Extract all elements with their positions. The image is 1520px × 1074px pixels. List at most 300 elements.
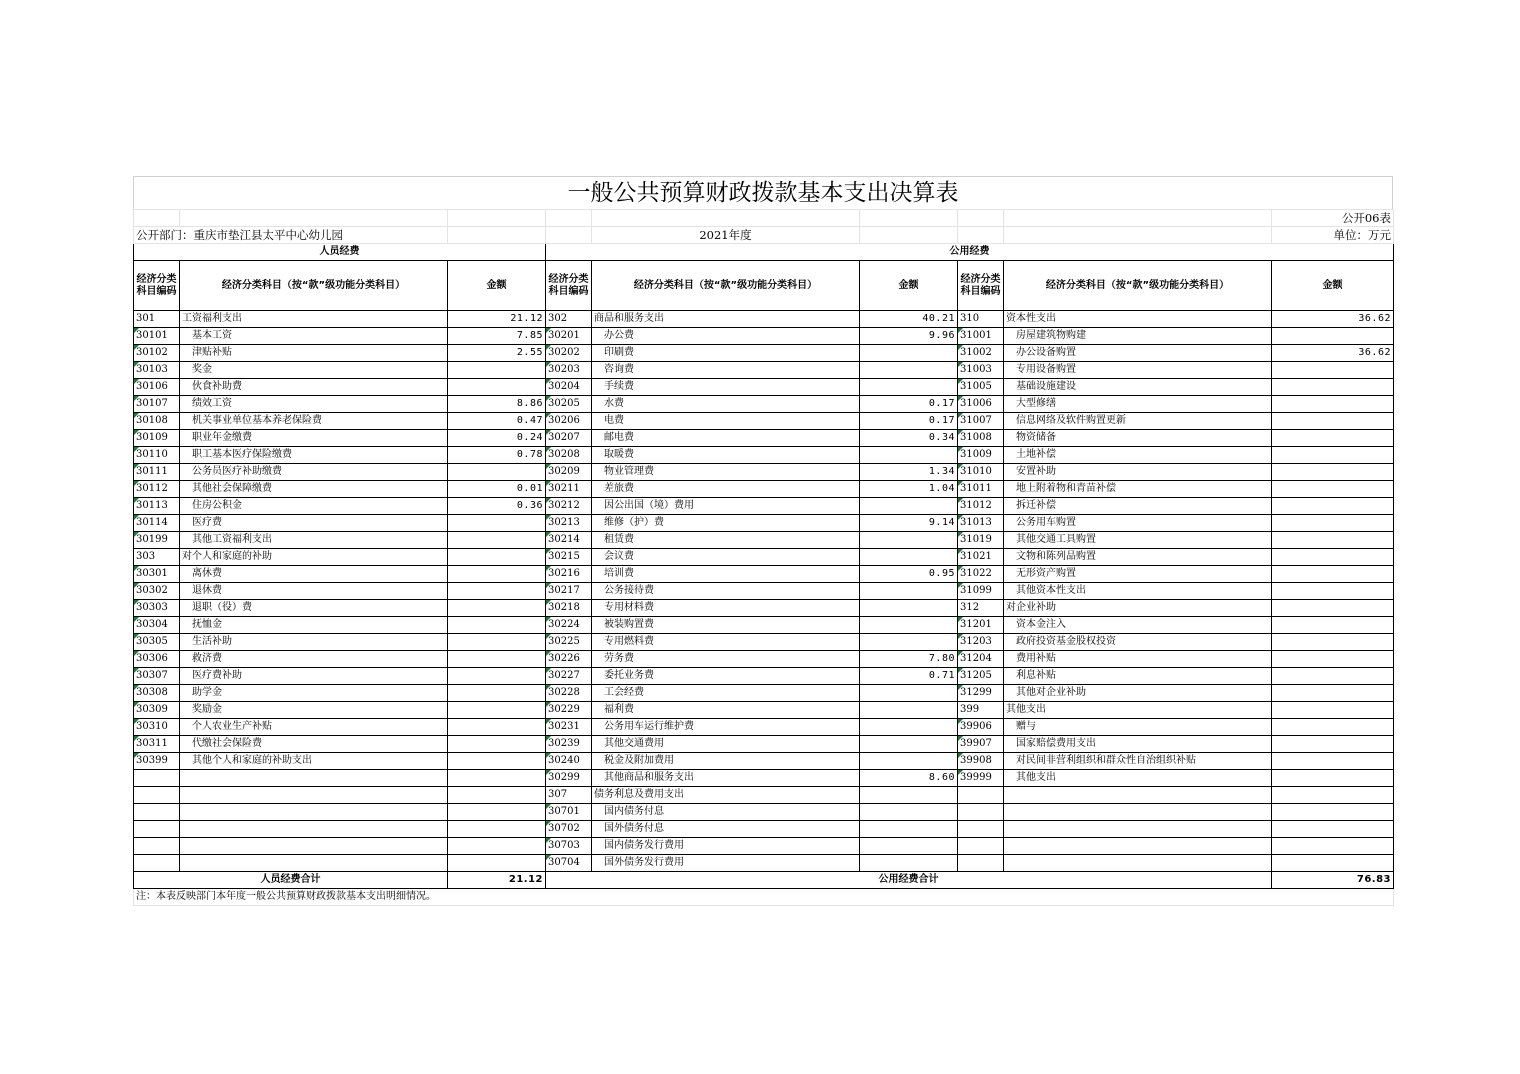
header-code: 经济分类科目编码 [958, 261, 1004, 311]
amount-cell [448, 464, 546, 481]
category-name-cell: 公务员医疗补助缴费 [180, 464, 448, 481]
category-name-cell: 退休费 [180, 583, 448, 600]
category-name-cell: 资本性支出 [1004, 311, 1272, 328]
amount-cell [1272, 753, 1394, 770]
category-name-cell: 专用燃料费 [592, 634, 860, 651]
category-name-cell [180, 821, 448, 838]
code-cell: 310 [958, 311, 1004, 328]
category-name-cell: 无形资产购置 [1004, 566, 1272, 583]
amount-cell [1272, 685, 1394, 702]
amount-cell: 0.24 [448, 430, 546, 447]
category-name-cell: 绩效工资 [180, 396, 448, 413]
category-name-cell: 印刷费 [592, 345, 860, 362]
category-name-cell [180, 855, 448, 872]
category-name-cell: 其他商品和服务支出 [592, 770, 860, 787]
header-name: 经济分类科目（按“款”级功能分类科目） [592, 261, 860, 311]
amount-cell [1272, 498, 1394, 515]
table-row [134, 362, 1394, 379]
amount-cell [1272, 600, 1394, 617]
amount-cell [1272, 430, 1394, 447]
code-cell: 30204 [546, 379, 592, 396]
code-cell: 30102 [134, 345, 180, 362]
amount-cell [860, 753, 958, 770]
unit-label: 单位：万元 [1272, 227, 1394, 244]
personnel-total-amount: 21.12 [448, 872, 546, 889]
code-cell: 31205 [958, 668, 1004, 685]
table-row [134, 804, 1394, 821]
code-cell: 30205 [546, 396, 592, 413]
header-code: 经济分类科目编码 [134, 261, 180, 311]
amount-cell [1272, 668, 1394, 685]
category-name-cell: 对民间非营利组织和群众性自治组织补贴 [1004, 753, 1272, 770]
category-name-cell: 差旅费 [592, 481, 860, 498]
category-name-cell: 大型修缮 [1004, 396, 1272, 413]
amount-cell [1272, 413, 1394, 430]
category-name-cell: 咨询费 [592, 362, 860, 379]
amount-cell: 1.34 [860, 464, 958, 481]
code-cell: 30224 [546, 617, 592, 634]
amount-cell [1272, 447, 1394, 464]
category-name-cell [1004, 838, 1272, 855]
code-cell: 30214 [546, 532, 592, 549]
category-name-cell: 机关事业单位基本养老保险费 [180, 413, 448, 430]
table-row [134, 719, 1394, 736]
table-row [134, 430, 1394, 447]
category-name-cell: 奖金 [180, 362, 448, 379]
code-cell: 30240 [546, 753, 592, 770]
amount-cell [448, 821, 546, 838]
amount-cell [860, 838, 958, 855]
category-name-cell: 办公费 [592, 328, 860, 345]
public-total-label: 公用经费合计 [546, 872, 1272, 889]
code-cell: 31008 [958, 430, 1004, 447]
category-name-cell: 基本工资 [180, 328, 448, 345]
amount-cell [448, 549, 546, 566]
code-cell: 30107 [134, 396, 180, 413]
amount-cell [860, 498, 958, 515]
category-name-cell: 离休费 [180, 566, 448, 583]
table-row [134, 481, 1394, 498]
code-cell: 30109 [134, 430, 180, 447]
category-name-cell: 安置补助 [1004, 464, 1272, 481]
table-row [134, 549, 1394, 566]
category-name-cell: 其他支出 [1004, 702, 1272, 719]
code-cell: 30218 [546, 600, 592, 617]
code-cell: 31203 [958, 634, 1004, 651]
table-row [134, 668, 1394, 685]
table-row [134, 583, 1394, 600]
amount-cell [1272, 396, 1394, 413]
public-total-amount: 76.83 [1272, 872, 1394, 889]
code-cell: 30215 [546, 549, 592, 566]
amount-cell [1272, 328, 1394, 345]
amount-cell: 7.80 [860, 651, 958, 668]
category-name-cell: 福利费 [592, 702, 860, 719]
table-row [134, 787, 1394, 804]
category-name-cell: 救济费 [180, 651, 448, 668]
code-cell: 31006 [958, 396, 1004, 413]
category-name-cell: 信息网络及软件购置更新 [1004, 413, 1272, 430]
code-cell: 30114 [134, 515, 180, 532]
code-cell: 39907 [958, 736, 1004, 753]
code-cell: 30227 [546, 668, 592, 685]
code-cell: 30311 [134, 736, 180, 753]
code-cell: 30216 [546, 566, 592, 583]
category-name-cell: 国外债务发行费用 [592, 855, 860, 872]
amount-cell: 8.86 [448, 396, 546, 413]
code-cell: 30299 [546, 770, 592, 787]
amount-cell [860, 362, 958, 379]
table-row [134, 464, 1394, 481]
category-name-cell: 伙食补助费 [180, 379, 448, 396]
code-cell: 30303 [134, 600, 180, 617]
code-cell: 30305 [134, 634, 180, 651]
table-row [134, 379, 1394, 396]
category-name-cell: 工会经费 [592, 685, 860, 702]
table-row [134, 685, 1394, 702]
code-cell: 30106 [134, 379, 180, 396]
code-cell: 302 [546, 311, 592, 328]
code-cell: 30226 [546, 651, 592, 668]
amount-cell [1272, 362, 1394, 379]
code-cell: 31201 [958, 617, 1004, 634]
category-name-cell: 土地补偿 [1004, 447, 1272, 464]
table-row [134, 770, 1394, 787]
amount-cell [860, 685, 958, 702]
amount-cell [860, 532, 958, 549]
category-name-cell: 拆迁补偿 [1004, 498, 1272, 515]
category-name-cell: 培训费 [592, 566, 860, 583]
amount-cell: 0.78 [448, 447, 546, 464]
header-amount: 金额 [448, 261, 546, 311]
category-name-cell: 物业管理费 [592, 464, 860, 481]
code-cell: 31299 [958, 685, 1004, 702]
code-cell: 30301 [134, 566, 180, 583]
code-cell: 30101 [134, 328, 180, 345]
code-cell: 39999 [958, 770, 1004, 787]
code-cell: 31011 [958, 481, 1004, 498]
code-cell: 30202 [546, 345, 592, 362]
table-row [134, 821, 1394, 838]
amount-cell: 21.12 [448, 311, 546, 328]
category-name-cell: 取暖费 [592, 447, 860, 464]
code-cell: 30231 [546, 719, 592, 736]
code-cell: 31099 [958, 583, 1004, 600]
amount-cell [860, 617, 958, 634]
amount-cell [1272, 651, 1394, 668]
header-amount: 金额 [1272, 261, 1394, 311]
amount-cell: 40.21 [860, 311, 958, 328]
category-name-cell: 公务接待费 [592, 583, 860, 600]
code-cell: 30209 [546, 464, 592, 481]
amount-cell: 0.71 [860, 668, 958, 685]
category-name-cell: 其他社会保障缴费 [180, 481, 448, 498]
code-cell: 31003 [958, 362, 1004, 379]
header-name: 经济分类科目（按“款”级功能分类科目） [1004, 261, 1272, 311]
amount-cell [1272, 532, 1394, 549]
amount-cell [448, 651, 546, 668]
category-name-cell: 利息补贴 [1004, 668, 1272, 685]
amount-cell [860, 379, 958, 396]
category-name-cell: 债务利息及费用支出 [592, 787, 860, 804]
fiscal-year: 2021年度 [592, 227, 860, 244]
table-row [134, 396, 1394, 413]
category-name-cell: 其他资本性支出 [1004, 583, 1272, 600]
category-name-cell: 手续费 [592, 379, 860, 396]
header-code: 经济分类科目编码 [546, 261, 592, 311]
code-cell: 30213 [546, 515, 592, 532]
table-row [134, 532, 1394, 549]
amount-cell [1272, 481, 1394, 498]
amount-cell [1272, 583, 1394, 600]
category-name-cell: 物资储备 [1004, 430, 1272, 447]
category-name-cell: 其他交通费用 [592, 736, 860, 753]
category-name-cell: 办公设备购置 [1004, 345, 1272, 362]
amount-cell [448, 719, 546, 736]
code-cell [134, 838, 180, 855]
amount-cell: 8.60 [860, 770, 958, 787]
category-name-cell [1004, 787, 1272, 804]
amount-cell: 1.04 [860, 481, 958, 498]
code-cell: 30307 [134, 668, 180, 685]
header-name: 经济分类科目（按“款”级功能分类科目） [180, 261, 448, 311]
amount-cell [448, 702, 546, 719]
table-row [134, 566, 1394, 583]
category-name-cell: 奖励金 [180, 702, 448, 719]
code-cell: 31010 [958, 464, 1004, 481]
code-cell: 30702 [546, 821, 592, 838]
amount-cell [1272, 702, 1394, 719]
amount-cell: 36.62 [1272, 311, 1394, 328]
code-cell: 31013 [958, 515, 1004, 532]
code-cell: 30306 [134, 651, 180, 668]
code-cell: 30207 [546, 430, 592, 447]
amount-cell [448, 634, 546, 651]
amount-cell [448, 379, 546, 396]
code-cell [134, 821, 180, 838]
amount-cell [448, 855, 546, 872]
category-name-cell: 抚恤金 [180, 617, 448, 634]
header-amount: 金额 [860, 261, 958, 311]
amount-cell [1272, 379, 1394, 396]
amount-cell [1272, 838, 1394, 855]
category-name-cell: 住房公积金 [180, 498, 448, 515]
amount-cell: 36.62 [1272, 345, 1394, 362]
code-cell: 31204 [958, 651, 1004, 668]
section-public: 公用经费 [546, 244, 1394, 261]
table-note: 注：本表反映部门本年度一般公共预算财政拨款基本支出明细情况。 [134, 889, 1394, 906]
amount-cell: 0.17 [860, 413, 958, 430]
code-cell: 30228 [546, 685, 592, 702]
table-row [134, 311, 1394, 328]
code-cell: 30103 [134, 362, 180, 379]
page-title: 一般公共预算财政拨款基本支出决算表 [133, 176, 1393, 209]
code-cell: 30108 [134, 413, 180, 430]
code-cell: 30239 [546, 736, 592, 753]
table-row [134, 855, 1394, 872]
code-cell: 30212 [546, 498, 592, 515]
amount-cell: 0.47 [448, 413, 546, 430]
category-name-cell: 文物和陈列品购置 [1004, 549, 1272, 566]
amount-cell [1272, 787, 1394, 804]
category-name-cell: 被装购置费 [592, 617, 860, 634]
category-name-cell: 电费 [592, 413, 860, 430]
code-cell: 39908 [958, 753, 1004, 770]
code-cell: 30217 [546, 583, 592, 600]
code-cell: 30112 [134, 481, 180, 498]
category-name-cell: 租赁费 [592, 532, 860, 549]
code-cell: 312 [958, 600, 1004, 617]
table-row [134, 413, 1394, 430]
category-name-cell [180, 804, 448, 821]
code-cell: 30229 [546, 702, 592, 719]
amount-cell [1272, 549, 1394, 566]
category-name-cell: 代缴社会保险费 [180, 736, 448, 753]
code-cell: 31022 [958, 566, 1004, 583]
category-name-cell: 邮电费 [592, 430, 860, 447]
spreadsheet-page [133, 176, 1393, 906]
amount-cell [1272, 855, 1394, 872]
amount-cell [1272, 804, 1394, 821]
category-name-cell: 职工基本医疗保险缴费 [180, 447, 448, 464]
amount-cell [448, 515, 546, 532]
amount-cell [1272, 821, 1394, 838]
category-name-cell: 政府投资基金股权投资 [1004, 634, 1272, 651]
amount-cell [448, 566, 546, 583]
code-cell: 30225 [546, 634, 592, 651]
section-personnel: 人员经费 [134, 244, 546, 261]
code-cell: 31007 [958, 413, 1004, 430]
category-name-cell: 助学金 [180, 685, 448, 702]
category-name-cell: 公务用车购置 [1004, 515, 1272, 532]
table-row [134, 498, 1394, 515]
code-cell: 303 [134, 549, 180, 566]
amount-cell: 0.36 [448, 498, 546, 515]
category-name-cell: 医疗费 [180, 515, 448, 532]
amount-cell [860, 787, 958, 804]
code-cell [958, 804, 1004, 821]
amount-cell: 9.96 [860, 328, 958, 345]
code-cell: 31009 [958, 447, 1004, 464]
code-cell: 30304 [134, 617, 180, 634]
category-name-cell: 其他个人和家庭的补助支出 [180, 753, 448, 770]
amount-cell [860, 804, 958, 821]
amount-cell [448, 787, 546, 804]
category-name-cell: 津贴补贴 [180, 345, 448, 362]
category-name-cell: 其他对企业补助 [1004, 685, 1272, 702]
code-cell: 31021 [958, 549, 1004, 566]
amount-cell: 9.14 [860, 515, 958, 532]
category-name-cell: 会议费 [592, 549, 860, 566]
amount-cell: 0.95 [860, 566, 958, 583]
category-name-cell: 商品和服务支出 [592, 311, 860, 328]
code-cell [958, 838, 1004, 855]
table-row [134, 651, 1394, 668]
code-cell [958, 855, 1004, 872]
code-cell: 30309 [134, 702, 180, 719]
table-row [134, 838, 1394, 855]
category-name-cell: 职业年金缴费 [180, 430, 448, 447]
table-row [134, 515, 1394, 532]
amount-cell [448, 583, 546, 600]
amount-cell [1272, 515, 1394, 532]
amount-cell: 0.01 [448, 481, 546, 498]
category-name-cell: 其他交通工具购置 [1004, 532, 1272, 549]
amount-cell [1272, 634, 1394, 651]
amount-cell [448, 770, 546, 787]
category-name-cell: 税金及附加费用 [592, 753, 860, 770]
amount-cell [448, 532, 546, 549]
code-cell: 30111 [134, 464, 180, 481]
amount-cell [448, 838, 546, 855]
amount-cell [448, 362, 546, 379]
table-row [134, 617, 1394, 634]
table-row [134, 736, 1394, 753]
amount-cell: 7.85 [448, 328, 546, 345]
amount-cell [860, 345, 958, 362]
code-cell: 30399 [134, 753, 180, 770]
amount-cell [860, 855, 958, 872]
amount-cell: 2.55 [448, 345, 546, 362]
code-cell: 30704 [546, 855, 592, 872]
category-name-cell: 专用设备购置 [1004, 362, 1272, 379]
code-cell: 31001 [958, 328, 1004, 345]
amount-cell [860, 719, 958, 736]
code-cell: 30208 [546, 447, 592, 464]
code-cell: 30310 [134, 719, 180, 736]
table-row [134, 634, 1394, 651]
table-row [134, 447, 1394, 464]
amount-cell [448, 600, 546, 617]
expenditure-table [133, 209, 1394, 906]
code-cell: 30302 [134, 583, 180, 600]
code-cell: 30701 [546, 804, 592, 821]
category-name-cell: 因公出国（境）费用 [592, 498, 860, 515]
code-cell: 31019 [958, 532, 1004, 549]
code-cell: 31012 [958, 498, 1004, 515]
code-cell: 30211 [546, 481, 592, 498]
category-name-cell: 国内债务付息 [592, 804, 860, 821]
code-cell [134, 855, 180, 872]
code-cell: 30110 [134, 447, 180, 464]
code-cell: 30201 [546, 328, 592, 345]
category-name-cell [180, 787, 448, 804]
table-row [134, 702, 1394, 719]
code-cell [958, 787, 1004, 804]
category-name-cell: 对企业补助 [1004, 600, 1272, 617]
amount-cell [448, 736, 546, 753]
category-name-cell: 国外债务付息 [592, 821, 860, 838]
amount-cell [448, 617, 546, 634]
code-cell: 399 [958, 702, 1004, 719]
code-cell: 30113 [134, 498, 180, 515]
amount-cell [448, 685, 546, 702]
amount-cell [860, 600, 958, 617]
code-cell [134, 787, 180, 804]
amount-cell [448, 804, 546, 821]
amount-cell [1272, 719, 1394, 736]
amount-cell [448, 668, 546, 685]
code-cell: 301 [134, 311, 180, 328]
department-label: 公开部门：重庆市垫江县太平中心幼儿园 [134, 227, 448, 244]
category-name-cell [1004, 804, 1272, 821]
table-row [134, 753, 1394, 770]
code-cell: 31005 [958, 379, 1004, 396]
amount-cell [860, 702, 958, 719]
category-name-cell [180, 770, 448, 787]
table-row [134, 345, 1394, 362]
category-name-cell: 其他支出 [1004, 770, 1272, 787]
